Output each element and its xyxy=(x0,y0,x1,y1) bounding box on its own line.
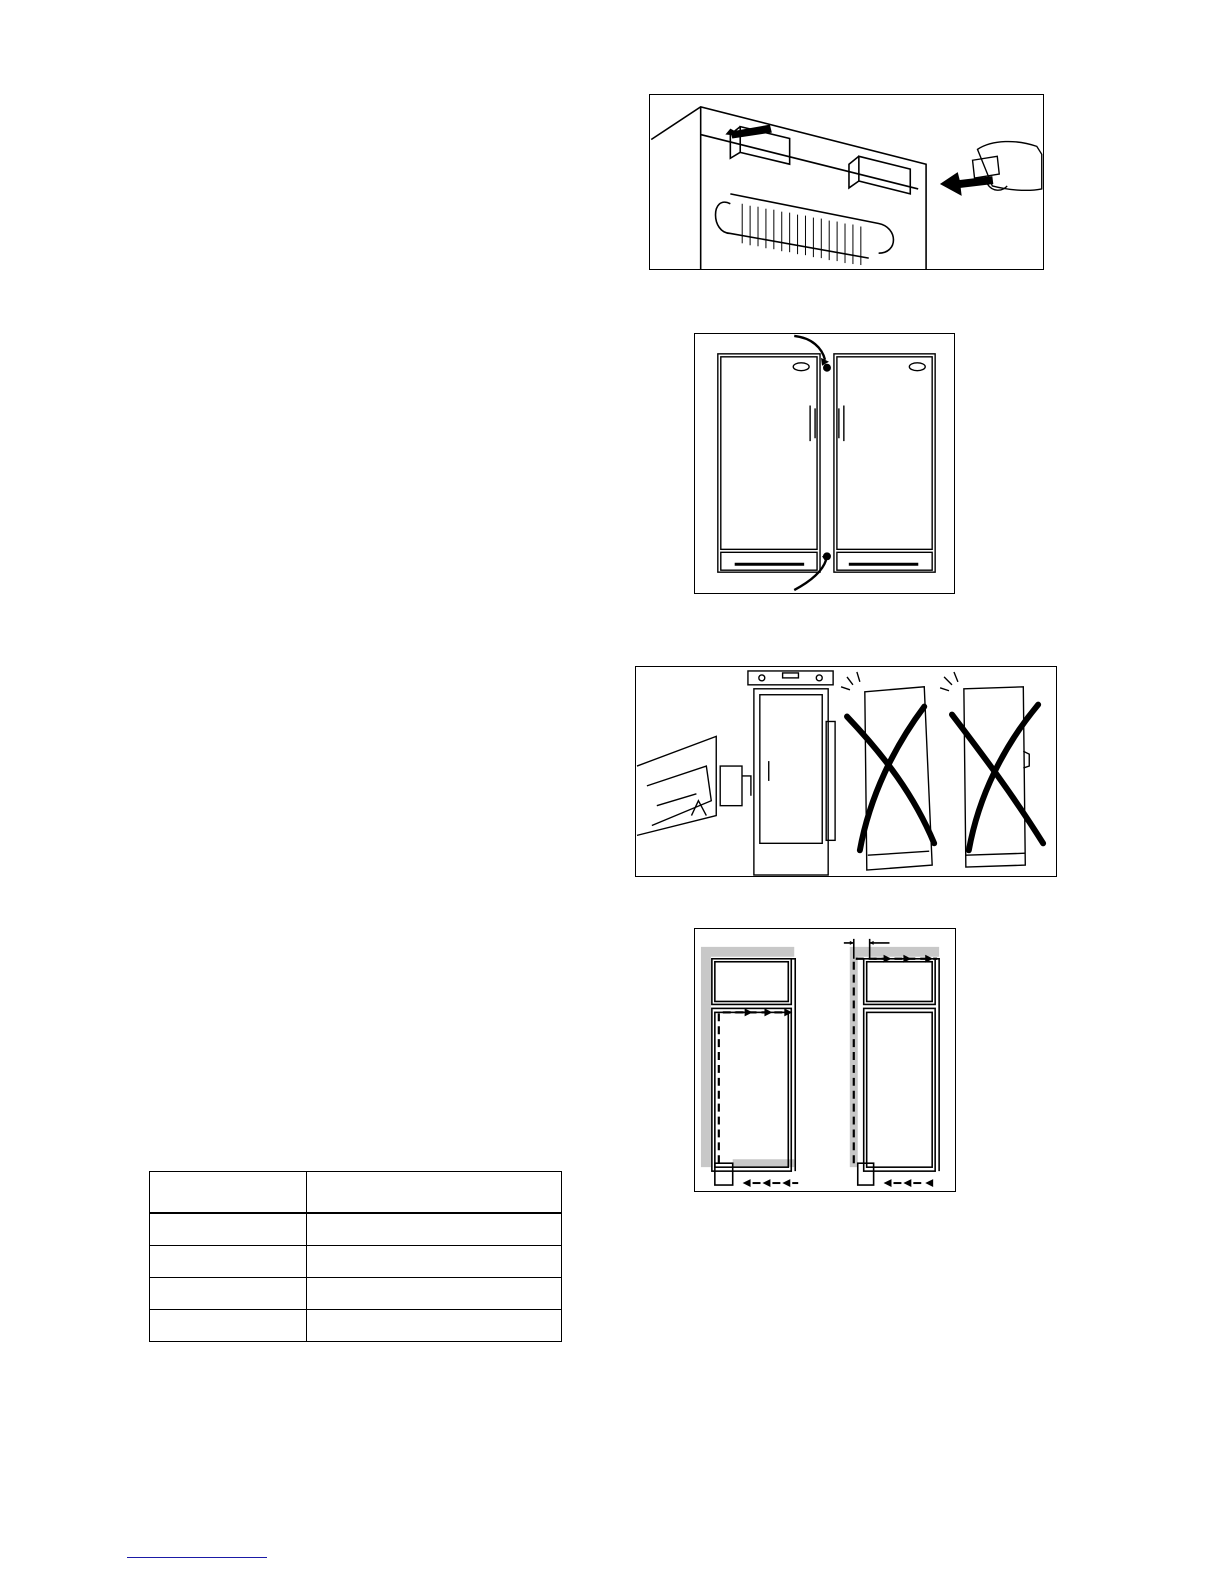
table-cell xyxy=(307,1213,562,1246)
table-cell xyxy=(150,1278,307,1310)
ventilation-airflow-illustration-icon xyxy=(695,929,955,1191)
figure-spacer-fitting xyxy=(649,94,1044,270)
table-cell xyxy=(150,1213,307,1246)
table-header-row xyxy=(150,1172,562,1214)
table-row xyxy=(150,1246,562,1278)
table-row xyxy=(150,1310,562,1342)
figure-side-by-side xyxy=(694,333,955,594)
table-cell xyxy=(150,1246,307,1278)
figure-ventilation xyxy=(694,928,956,1192)
table-header-cell xyxy=(150,1172,307,1214)
side-by-side-illustration-icon xyxy=(695,334,954,593)
table-row xyxy=(150,1278,562,1310)
spacer-fitting-illustration-icon xyxy=(650,95,1043,269)
table-header-cell xyxy=(307,1172,562,1214)
specification-table xyxy=(149,1171,562,1342)
table-cell xyxy=(307,1246,562,1278)
levelling-illustration-icon xyxy=(636,667,1056,876)
table-cell xyxy=(307,1278,562,1310)
footnote-divider xyxy=(127,1557,267,1558)
table-cell xyxy=(307,1310,562,1342)
table-row xyxy=(150,1213,562,1246)
figure-levelling xyxy=(635,666,1057,877)
table-cell xyxy=(150,1310,307,1342)
